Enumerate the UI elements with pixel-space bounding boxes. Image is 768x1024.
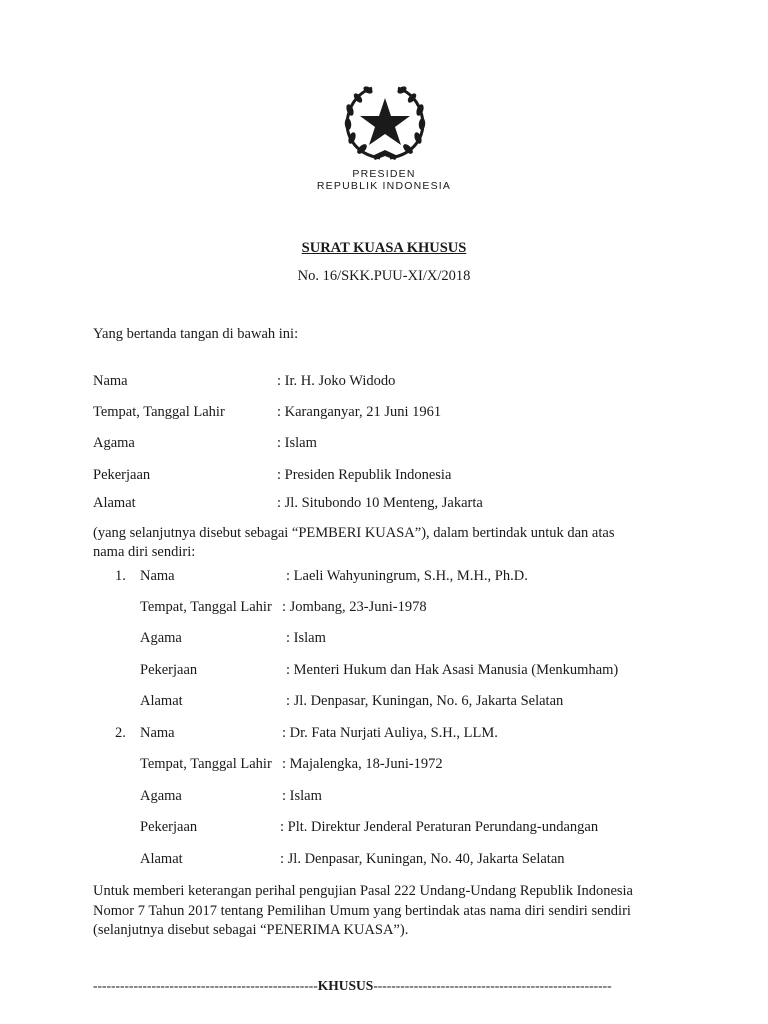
grantee-2-job-value: : Plt. Direktur Jenderal Peraturan Perundang-undangan	[280, 819, 599, 835]
document-number: No. 16/SKK.PUU-XI/X/2018	[297, 268, 471, 284]
grantee-2-birth-label: Tempat, Tanggal Lahir	[140, 756, 272, 772]
grantor-name-value: : Ir. H. Joko Widodo	[277, 373, 396, 389]
separator-left-dashes: --------------------------------------------------	[93, 978, 318, 993]
grantee-1-address-label: Alamat	[140, 693, 183, 709]
grantee-2-name-value: : Dr. Fata Nurjati Auliya, S.H., LLM.	[282, 725, 498, 741]
grantee-1-job-value: : Menteri Hukum dan Hak Asasi Manusia (Menkumham)	[286, 662, 619, 678]
grantee-1-birth-label: Tempat, Tanggal Lahir	[140, 599, 272, 615]
purpose-line-2: Nomor 7 Tahun 2017 tentang Pemilihan Umum yang bertindak atas nama diri sendiri sendiri	[93, 903, 631, 919]
grantor-note-line-1: (yang selanjutnya disebut sebagai “PEMBERI KUASA”), dalam bertindak untuk dan atas	[93, 525, 615, 541]
grantor-note-line-2: nama diri sendiri:	[93, 544, 196, 560]
grantee-1-number: 1.	[115, 568, 126, 584]
grantee-2-name-label: Nama	[140, 725, 175, 741]
purpose-line-3: (selanjutnya disebut sebagai “PENERIMA KUASA”).	[93, 922, 409, 938]
grantee-1-name-label: Nama	[140, 568, 175, 584]
grantee-1-religion-value: : Islam	[286, 630, 326, 646]
emblem-caption	[0, 168, 768, 192]
grantee-1-job-label: Pekerjaan	[140, 662, 198, 678]
grantor-job-label: Pekerjaan	[93, 467, 151, 483]
grantee-1-birth-value: : Jombang, 23-Juni-1978	[282, 599, 427, 615]
emblem-line-1: PRESIDEN	[352, 168, 416, 180]
grantee-2-job-label: Pekerjaan	[140, 819, 198, 835]
grantor-address-label: Alamat	[93, 495, 136, 511]
grantor-birth-label: Tempat, Tanggal Lahir	[93, 404, 225, 420]
intro-text: Yang bertanda tangan di bawah ini:	[93, 326, 299, 342]
grantor-religion-value: : Islam	[277, 435, 317, 451]
emblem-line-2: REPUBLIK INDONESIA	[316, 180, 452, 192]
section-separator	[93, 978, 673, 994]
grantee-2-birth-value: : Majalengka, 18-Juni-1972	[282, 756, 443, 772]
document-title: SURAT KUASA KHUSUS	[301, 240, 467, 256]
grantee-2-number: 2.	[115, 725, 126, 741]
garuda-emblem-icon	[340, 80, 430, 164]
grantee-1-name-value: : Laeli Wahyuningrum, S.H., M.H., Ph.D.	[286, 568, 528, 584]
grantee-2-address-value: : Jl. Denpasar, Kuningan, No. 40, Jakarta Selatan	[280, 851, 565, 867]
grantee-2-religion-label: Agama	[140, 788, 182, 804]
grantee-2-address-label: Alamat	[140, 851, 183, 867]
grantor-birth-value: : Karanganyar, 21 Juni 1961	[277, 404, 442, 420]
grantor-name-label: Nama	[93, 373, 128, 389]
grantee-2-religion-value: : Islam	[282, 788, 322, 804]
grantee-1-address-value: : Jl. Denpasar, Kuningan, No. 6, Jakarta Selatan	[286, 693, 564, 709]
grantor-address-value: : Jl. Situbondo 10 Menteng, Jakarta	[277, 495, 483, 511]
separator-heading: KHUSUS	[317, 978, 374, 993]
separator-right-dashes: -----------------------------------------------------	[373, 978, 612, 993]
grantor-job-value: : Presiden Republik Indonesia	[277, 467, 452, 483]
grantee-1-religion-label: Agama	[140, 630, 182, 646]
grantor-religion-label: Agama	[93, 435, 135, 451]
purpose-line-1: Untuk memberi keterangan perihal pengujian Pasal 222 Undang-Undang Republik Indonesia	[93, 883, 633, 899]
